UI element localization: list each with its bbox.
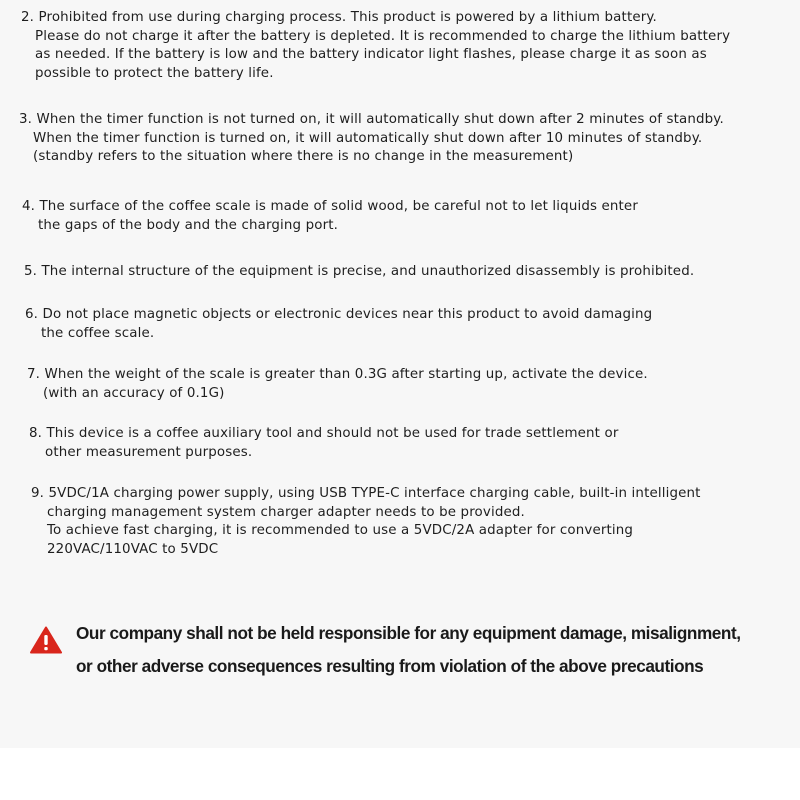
item-line: as needed. If the battery is low and the battery indicator light flashes, please charge it as soon as: [35, 47, 707, 63]
item-line: 5. The internal structure of the equipment is precise, and unauthorized disassembly is prohibited.: [24, 264, 695, 279]
item-line: 4. The surface of the coffee scale is made of solid wood, be careful not to let liquids enter: [22, 199, 638, 214]
item-line: 9. 5VDC/1A charging power supply, using USB TYPE-C interface charging cable, built-in intelligent: [31, 486, 701, 501]
item-line: 3. When the timer function is not turned on, it will automatically shut down after 2 minutes of standby.: [19, 112, 724, 127]
bottom-margin: [0, 748, 800, 800]
precaution-item-4: [22, 198, 638, 235]
precaution-item-9: [31, 485, 701, 559]
item-line: the gaps of the body and the charging port.: [38, 217, 339, 233]
item-line: 220VAC/110VAC to 5VDC: [47, 541, 219, 557]
item-line: possible to protect the battery life.: [35, 65, 274, 81]
item-line: 2. Prohibited from use during charging process. This product is powered by a lithium battery.: [21, 10, 657, 25]
precaution-item-6: [25, 306, 652, 343]
precaution-item-2: [21, 9, 730, 83]
item-line: the coffee scale.: [41, 325, 155, 341]
precaution-item-7: [27, 366, 648, 403]
item-line: (with an accuracy of 0.1G): [43, 385, 225, 401]
liability-warning: [30, 617, 790, 697]
item-line: To achieve fast charging, it is recommended to use a 5VDC/2A adapter for converting: [47, 523, 634, 539]
precaution-item-3: [19, 111, 724, 167]
precaution-item-5: [24, 263, 694, 282]
item-line: 7. When the weight of the scale is greater than 0.3G after starting up, activate the device.: [27, 367, 648, 382]
precaution-item-8: [29, 425, 619, 462]
warning-triangle-icon: [30, 626, 62, 654]
item-line: 8. This device is a coffee auxiliary tool and should not be used for trade settlement or: [29, 426, 619, 441]
item-line: When the timer function is turned on, it will automatically shut down after 10 minutes of standby.: [33, 130, 703, 146]
item-line: (standby refers to the situation where there is no change in the measurement): [33, 149, 574, 165]
warning-line: or other adverse consequences resulting from violation of the above precautions: [76, 656, 704, 676]
item-line: other measurement purposes.: [45, 444, 253, 460]
warning-text: [76, 617, 741, 683]
warning-line: Our company shall not be held responsible for any equipment damage, misalignment,: [76, 623, 741, 643]
item-line: Please do not charge it after the battery is depleted. It is recommended to charge the lithium battery: [35, 28, 731, 44]
item-line: charging management system charger adapter needs to be provided.: [47, 504, 525, 520]
item-line: 6. Do not place magnetic objects or electronic devices near this product to avoid damaging: [25, 307, 653, 322]
